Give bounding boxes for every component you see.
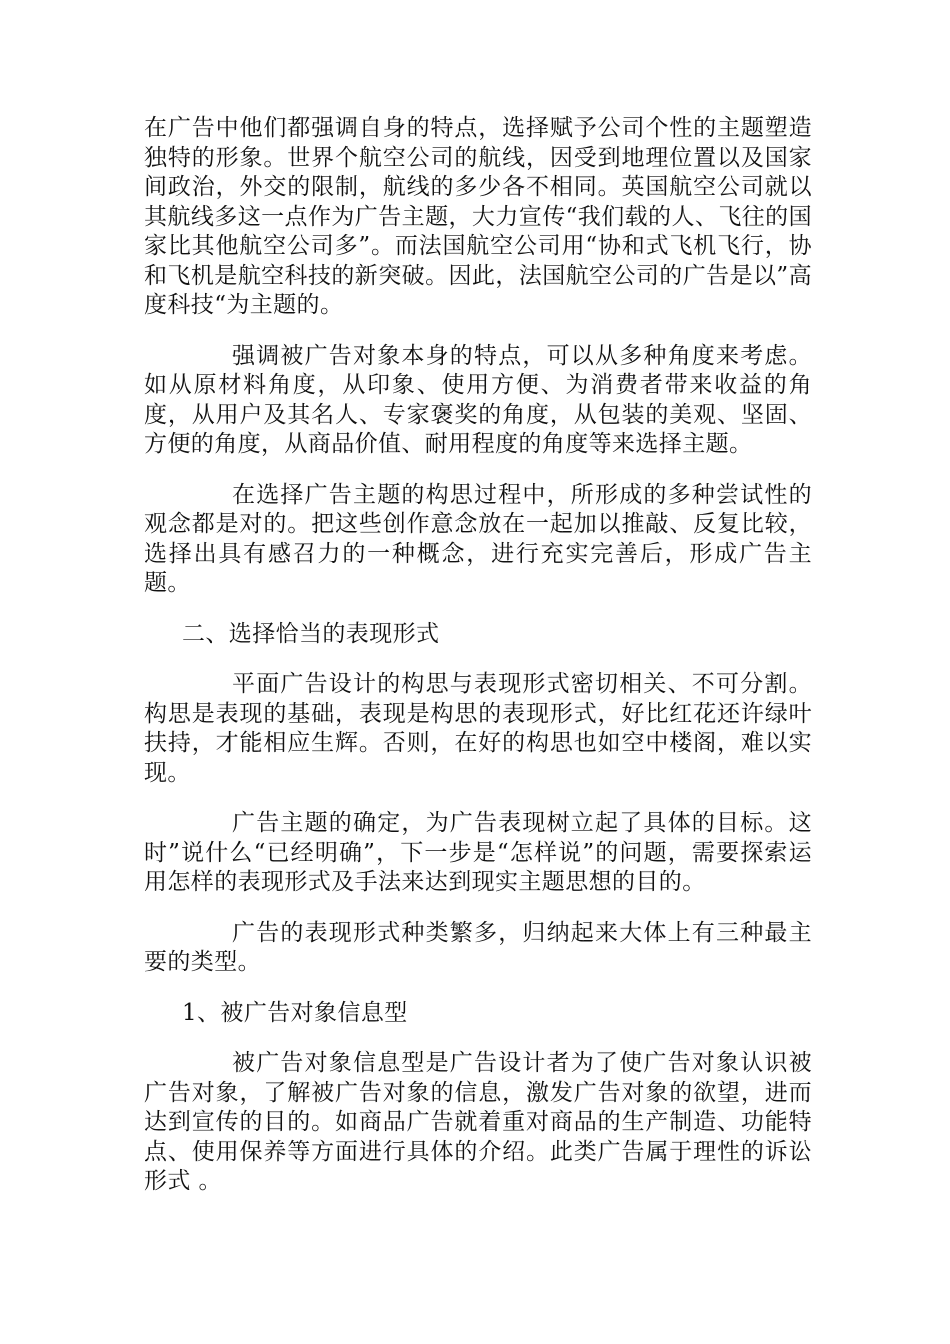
paragraph-theme-selection: 在选择广告主题的构思过程中，所形成的多种尝试性的观念都是对的。把这些创作意念放在一起加以推敲、反复比较，选择出具有感召力的一种概念，进行充实完善后，形成广告主题。 <box>144 481 812 596</box>
paragraph-concept-and-form: 平面广告设计的构思与表现形式密切相关、不可分割。构思是表现的基础，表现是构思的表现形式，好比红花还许绿叶扶持，才能相应生辉。否则，在好的构思也如空中楼阁，难以实现。 <box>144 671 812 786</box>
paragraph-information-type: 被广告对象信息型是广告设计者为了使广告对象认识被广告对象，了解被广告对象的信息，激发广告对象的欲望，进而达到宣传的目的。如商品广告就着重对商品的生产制造、功能特点、使用保养等方面进行具体的介绍。此类广告属于理性的诉讼形式 。 <box>144 1050 812 1194</box>
subheading-information-type: 1、被广告对象信息型 <box>182 999 408 1026</box>
section-heading-expression-form: 二、选择恰当的表现形式 <box>182 620 440 647</box>
paragraph-airline-themes: 在广告中他们都强调自身的特点，选择赋予公司个性的主题塑造独特的形象。世界个航空公司的航线，因受到地理位置以及国家间政治，外交的限制，航线的多少各不相同。英国航空公司就以其航线多这一点作为广告主题，大力宣传“我们载的人、飞往的国家比其他航空公司多”。而法国航空公司用“协和式飞机飞行，协和飞机是航空科技的新突破。因此，法国航空公司的广告是以”高度科技“为主题的。 <box>144 115 812 318</box>
document-body <box>144 114 812 1197</box>
paragraph-how-to-say: 广告主题的确定，为广告表现树立起了具体的目标。这时”说什么“已经明确”，下一步是“怎样说”的问题，需要探索运用怎样的表现形式及手法来达到现实主题思想的目的。 <box>144 810 812 895</box>
paragraph-three-types: 广告的表现形式种类繁多，归纳起来大体上有三种最主要的类型。 <box>144 919 812 975</box>
paragraph-product-features: 强调被广告对象本身的特点，可以从多种角度来考虑。如从原材料角度，从印象、使用方便、为消费者带来收益的角度，从用户及其名人、专家褒奖的角度，从包装的美观、坚固、方便的角度，从商品价值、耐用程度的角度等来选择主题。 <box>144 342 812 457</box>
